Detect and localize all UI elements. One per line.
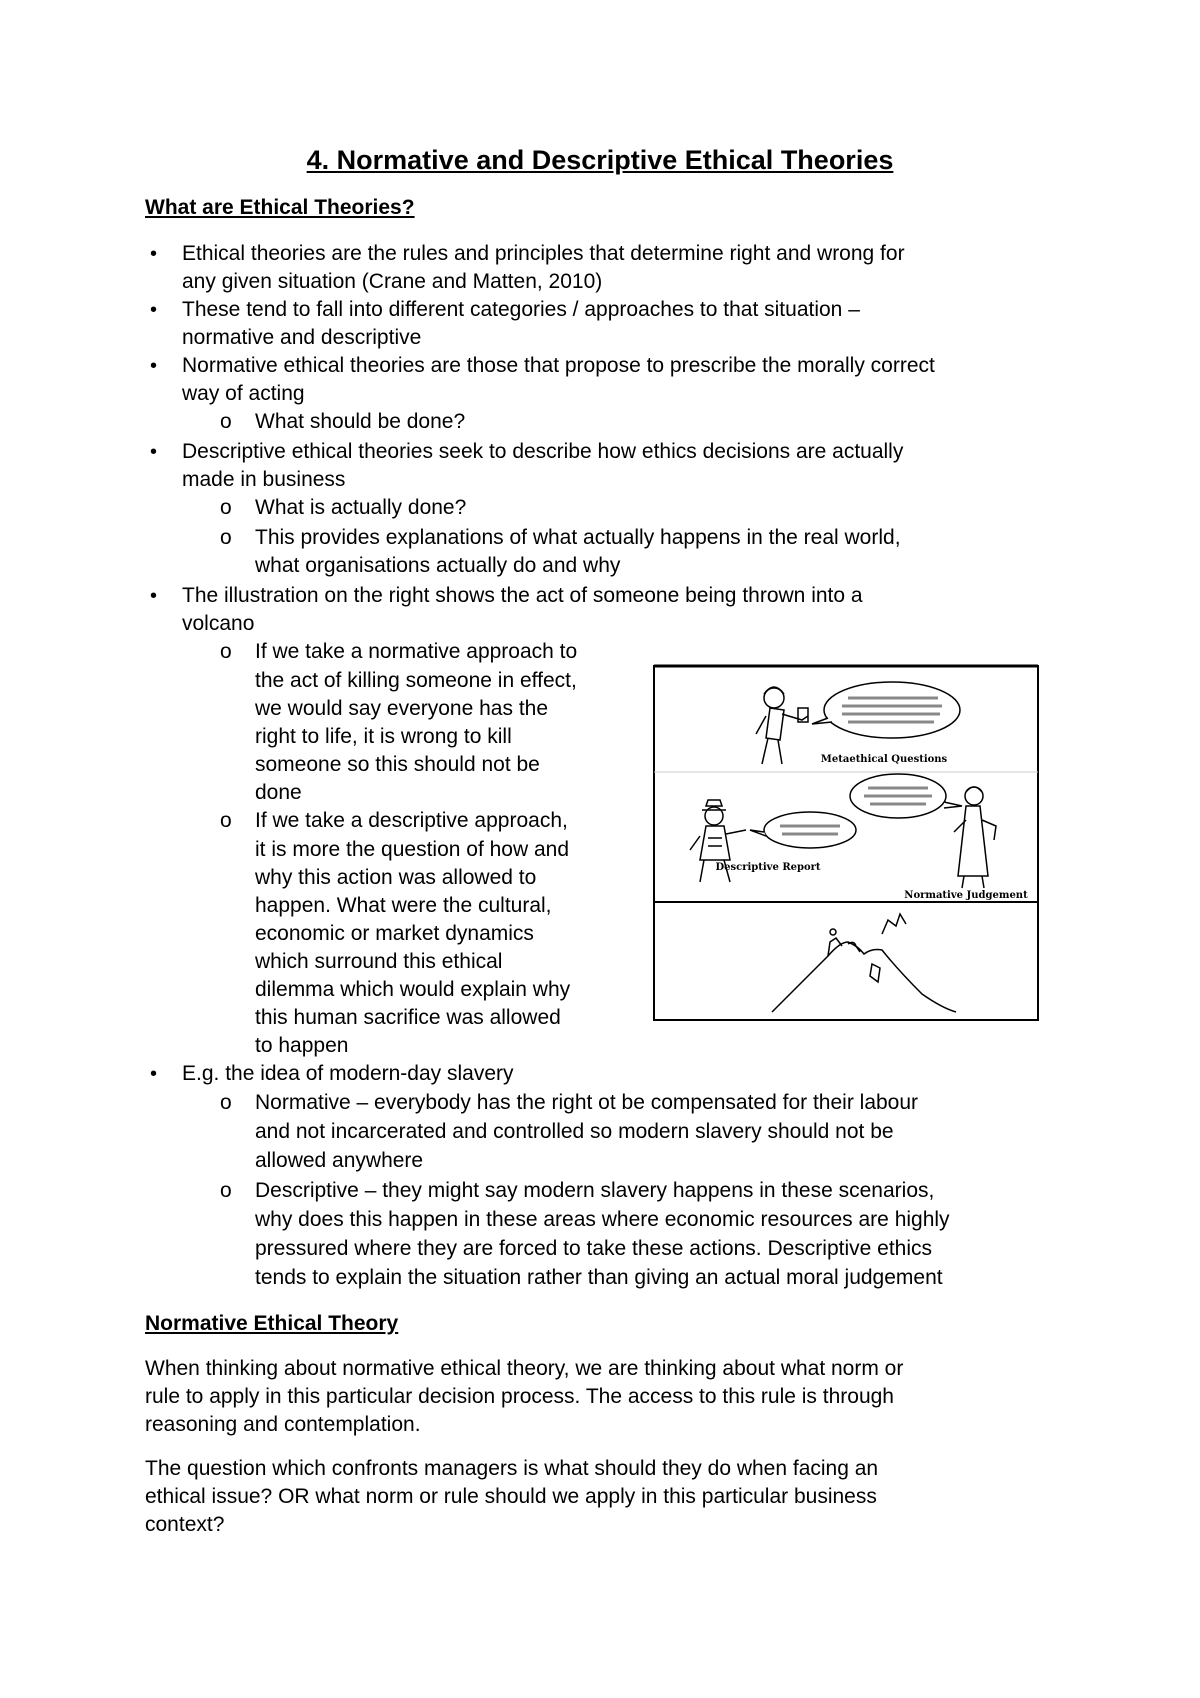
- text-line: it is more the question of how and: [255, 838, 570, 861]
- text-line: and not incarcerated and controlled so modern slavery should not be: [255, 1120, 894, 1143]
- text-line: dilemma which would explain why: [255, 978, 571, 1001]
- caption-descriptive-report: Descriptive Report: [715, 862, 821, 873]
- text-line: If we take a normative approach to: [255, 640, 578, 663]
- page-title: 4. Normative and Descriptive Ethical Theories: [306, 145, 894, 175]
- text-line: why this action was allowed to: [255, 866, 537, 889]
- text-line: the act of killing someone in effect,: [255, 669, 577, 692]
- caption-normative-judgement: Normative Judgement: [904, 890, 1028, 901]
- paragraph-line: When thinking about normative ethical theory, we are thinking about what norm or: [145, 1357, 904, 1380]
- sub-bullet-marker: o: [220, 410, 232, 433]
- text-line: If we take a descriptive approach,: [255, 809, 568, 832]
- text-line: done: [255, 781, 302, 804]
- text-line: happen. What were the cultural,: [255, 894, 552, 917]
- text-line: why does this happen in these areas where economic resources are highly: [255, 1208, 950, 1231]
- bullet-marker: •: [150, 355, 158, 377]
- text-line: Descriptive ethical theories seek to describe how ethics decisions are actually: [182, 440, 904, 463]
- text-line: What is actually done?: [255, 496, 467, 519]
- sub-bullet-marker: o: [220, 526, 232, 549]
- text-line: allowed anywhere: [255, 1149, 424, 1172]
- text-line: to happen: [255, 1034, 349, 1057]
- text-line: Descriptive – they might say modern slavery happens in these scenarios,: [255, 1179, 935, 1202]
- text-line: any given situation (Crane and Matten, 2010): [182, 270, 603, 293]
- section-heading-normative-theory: Normative Ethical Theory: [145, 1312, 399, 1335]
- text-line: The illustration on the right shows the act of someone being thrown into a: [182, 584, 863, 607]
- sub-bullet-marker: o: [220, 1179, 232, 1202]
- text-line: economic or market dynamics: [255, 922, 534, 945]
- text-line: made in business: [182, 468, 346, 491]
- text-line: Ethical theories are the rules and principles that determine right and wrong for: [182, 242, 905, 265]
- text-line: right to life, it is wrong to kill: [255, 725, 512, 748]
- text-line: we would say everyone has the: [255, 697, 549, 720]
- caption-metaethical-questions: Metaethical Questions: [820, 754, 948, 765]
- text-line: someone so this should not be: [255, 753, 540, 776]
- text-line: This provides explanations of what actually happens in the real world,: [255, 526, 901, 549]
- bullet-marker: •: [150, 585, 158, 607]
- text-line: Normative ethical theories are those that propose to prescribe the morally correct: [182, 354, 935, 377]
- text-line: what organisations actually do and why: [255, 554, 621, 577]
- paragraph-line: context?: [145, 1513, 225, 1536]
- bullet-marker: •: [150, 299, 158, 321]
- paragraph-line: rule to apply in this particular decision process. The access to this rule is through: [145, 1385, 894, 1408]
- text-line: which surround this ethical: [255, 950, 503, 973]
- sub-bullet-marker: o: [220, 496, 232, 519]
- bullet-marker: •: [150, 243, 158, 265]
- sub-bullet-marker: o: [220, 640, 232, 663]
- volcano-illustration: [652, 664, 1040, 1022]
- sub-bullet-marker: o: [220, 1091, 232, 1114]
- paragraph-line: The question which confronts managers is what should they do when facing an: [145, 1457, 879, 1480]
- paragraph-line: reasoning and contemplation.: [145, 1413, 421, 1436]
- text-line: normative and descriptive: [182, 326, 422, 349]
- text-line: Normative – everybody has the right ot be compensated for their labour: [255, 1091, 919, 1114]
- text-line: These tend to fall into different categories / approaches to that situation –: [182, 298, 860, 321]
- bullet-marker: •: [150, 441, 158, 463]
- text-line: E.g. the idea of modern-day slavery: [182, 1062, 514, 1085]
- text-line: What should be done?: [255, 410, 466, 433]
- text-line: this human sacrifice was allowed: [255, 1006, 561, 1029]
- text-line: way of acting: [182, 382, 305, 405]
- sub-bullet-marker: o: [220, 809, 232, 832]
- section-heading-ethical-theories: What are Ethical Theories?: [145, 196, 415, 219]
- paragraph-line: ethical issue? OR what norm or rule should we apply in this particular business: [145, 1485, 877, 1508]
- text-line: volcano: [182, 612, 255, 635]
- text-line: tends to explain the situation rather than giving an actual moral judgement: [255, 1266, 943, 1289]
- text-line: pressured where they are forced to take these actions. Descriptive ethics: [255, 1237, 933, 1260]
- bullet-marker: •: [150, 1063, 158, 1085]
